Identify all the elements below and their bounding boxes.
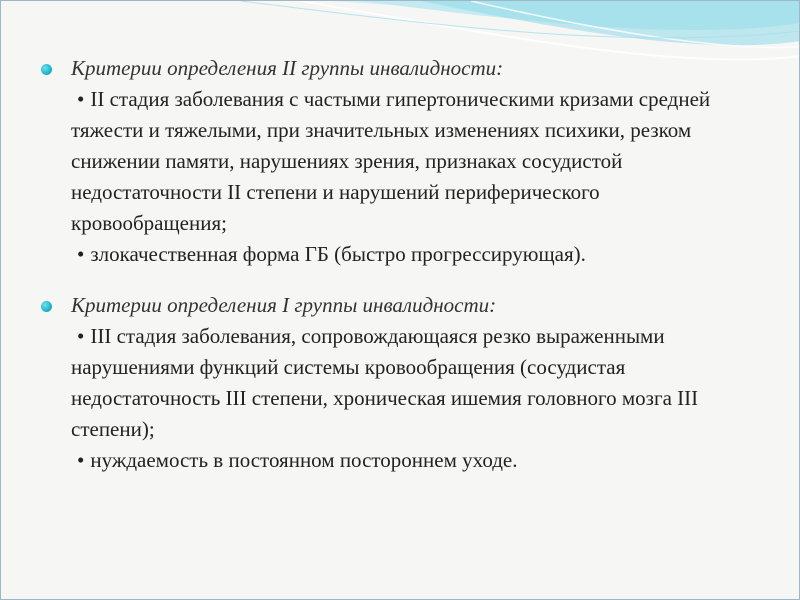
list-item-text: злокачественная форма ГБ (быстро прогрессирующая). — [90, 242, 586, 266]
list-item-text: III стадия заболевания, сопровождающаяся резко выраженными нарушениями функций системы кровообращения (сосудистая недостаточность III степени, хроническая ишемия головного мозга III степени); — [71, 324, 699, 441]
list-item — [71, 84, 759, 239]
list-item — [71, 239, 759, 270]
section-heading: Критерии определения II группы инвалидности: — [71, 56, 504, 80]
section-group-2 — [39, 53, 759, 270]
list-item — [71, 321, 759, 445]
section-heading: Критерии определения I группы инвалидности: — [71, 293, 497, 317]
list-item-text: II стадия заболевания с частыми гипертоническими кризами средней тяжести и тяжелыми, при значительных изменениях психики, резком снижении памяти, нарушениях зрения, признаках сосудистой недостаточности II степени и нарушений периферического кровообращения; — [71, 87, 711, 235]
bullet-mark: • — [77, 324, 85, 348]
bullet-dot-icon — [41, 301, 52, 312]
bullet-mark: • — [77, 448, 85, 472]
section-group-1 — [39, 290, 759, 476]
bullet-mark: • — [77, 87, 85, 111]
list-item — [71, 445, 759, 476]
bullet-dot-icon — [41, 64, 52, 75]
bullet-mark: • — [77, 242, 85, 266]
list-item-text: нуждаемость в постоянном постороннем уходе. — [90, 448, 518, 472]
slide-content — [39, 53, 759, 476]
